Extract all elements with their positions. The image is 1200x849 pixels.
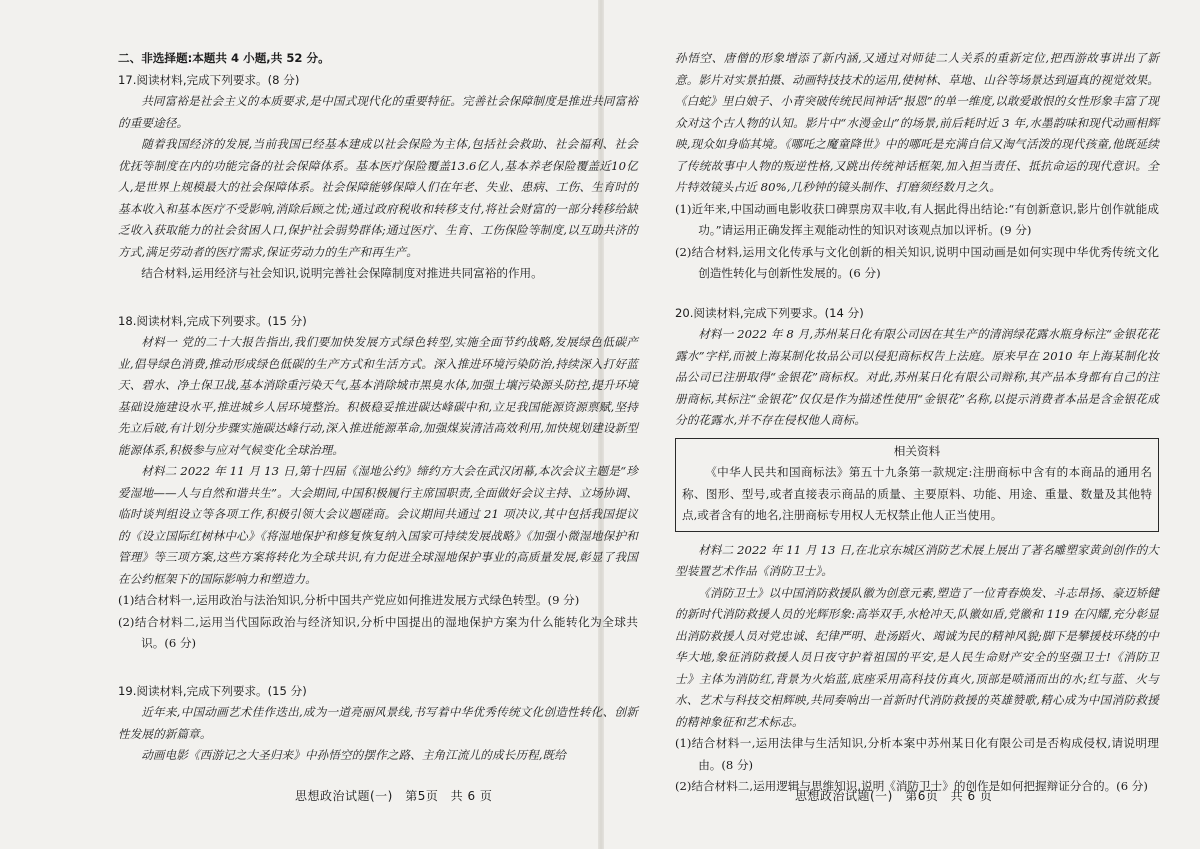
- footer-total: 共 6 页: [950, 789, 993, 803]
- left-page: [118, 48, 638, 767]
- related-info-text: 《中华人民共和国商标法》第五十九条第一款规定:注册商标中含有的本商品的通用名称、图形、型号,或者直接表示商品的质量、主要原料、功能、用途、重量、数量及其他特点,或者含有的地名,注册商标专用权人无权禁止他人正当使用。: [682, 465, 1152, 522]
- q19-material-2: 动画电影《西游记之大圣归来》中孙悟空的摆作之路、主角江流儿的成长历程,既给: [141, 748, 566, 762]
- q19-requirement-2: (2)结合材料,运用文化传承与文化创新的相关知识,说明中国动画是如何实现中华优秀传统文化创造性转化与创新性发展的。(6 分): [675, 244, 1159, 280]
- right-footer: [795, 787, 1000, 804]
- q17-material-2: 随着我国经济的发展,当前我国已经基本建成以社会保险为主体,包括社会救助、社会福利、社会优抚等制度在内的功能完备的社会保障体系。基本医疗保险覆盖13.6亿人,基本养老保险覆盖近10亿人,是世界上规模最大的社会保障体系。社会保障能够保障人们在年老、失业、患病、工伤、生育时的基本收入和基本医疗不受影响,消除后顾之忧;通过政府税收和转移支付,将社会财富的一部分转移给缺乏收入获取能力的社会贫困人口,保护社会弱势群体;通过医疗、生育、工伤保险等制度,以互助共济的方式,满足劳动者的医疗需求,保证劳动力的生产和再生产。: [118, 137, 638, 259]
- q19-requirement-1: (1)近年来,中国动画电影收获口碑票房双丰收,有人据此得出结论:“有创新意识,影片创作就能成功。”请运用正确发挥主观能动性的知识对该观点加以评析。(9 分): [675, 201, 1159, 237]
- q17-requirement: 结合材料,运用经济与社会知识,说明完善社会保障制度对推进共同富裕的作用。: [141, 266, 543, 280]
- related-info-box: [675, 438, 1159, 532]
- section-title: 二、非选择题:本题共 4 小题,共 52 分。: [118, 51, 330, 65]
- q19-material-continued: 孙悟空、唐僧的形象增添了新内涵,又通过对师徒二人关系的重新定位,把西游故事讲出了新意。影片对实景拍摄、动画特技技术的运用,使树林、草地、山谷等场景达到逼真的视觉效果。《白蛇》里白娘子、小青突破传统民间神话“报恩”的单一维度,以敢爱敢恨的女性形象丰富了现众对这个古人物的认知。影片中“水漫金山”的场景,前后耗时近 3 年,水墨韵味和现代动画相辉映,现众如身临其境。《哪吒之魔童降世》中的哪吒是充满自信又淘气活泼的现代孩童,他既延续了传统故事中人物的叛逆性格,又跳出传统神话框架,加入担当责任、抵抗命运的现代意识。全片特效镜头占近 80%,几秒钟的镜头制作、打磨须经数月之久。: [675, 51, 1159, 194]
- footer-page: 第6页: [905, 789, 939, 803]
- q17-material-1: 共同富裕是社会主义的本质要求,是中国式现代化的重要特征。完善社会保障制度是推进共同富裕的重要途径。: [118, 94, 638, 130]
- q19-material-1: 近年来,中国动画艺术佳作迭出,成为一道亮丽风景线,书写着中华优秀传统文化创造性转化、创新性发展的新篇章。: [118, 705, 638, 741]
- q18-material-1: 材料一 党的二十大报告指出,我们要加快发展方式绿色转型,实施全面节约战略,发展绿色低碳产业,倡导绿色消费,推动形成绿色低碳的生产方式和生活方式。深入推进环境污染防治,持续深入打好蓝天、碧水、净土保卫战,基本消除重污染天气,基本消除城市黑臭水体,加强土壤污染源头防控,提升环境基础设施建设水平,推进城乡人居环境整治。积极稳妥推进碳达峰碳中和,立足我国能源资源禀赋,坚持先立后破,有计划分步骤实施碳达峰行动,深入推进能源革命,加强煤炭清洁高效利用,加快规划建设新型能源体系,积极参与应对气候变化全球治理。: [118, 335, 638, 457]
- footer-total: 共 6 页: [450, 789, 493, 803]
- q18-heading: 18.阅读材料,完成下列要求。(15 分): [118, 313, 307, 328]
- q20-material-1: 材料一 2022 年 8 月,苏州某日化有限公司因在其生产的清润绿花露水瓶身标注“金银花花露水”字样,而被上海某制化妆品公司以侵犯商标权告上法庭。原来早在 2010 年上海某制化妆品公司已注册取得“金银花”商标权。对此,苏州某日化有限公司辩称,其产品本身都有自己的注册商标,其标注“金银花”仅仅是作为描述性使用“金银花”名称,以提示消费者本品是含金银花成分的花露水,并不存在侵权他人商标。: [675, 327, 1159, 427]
- q19-heading: 19.阅读材料,完成下列要求。(15 分): [118, 683, 307, 698]
- left-footer: [295, 787, 500, 804]
- q17-heading: 17.阅读材料,完成下列要求。(8 分): [118, 72, 300, 87]
- q18-requirement-1: (1)结合材料一,运用政治与法治知识,分析中国共产党应如何推进发展方式绿色转型。(9 分): [118, 593, 580, 607]
- q20-requirement-2: (2)结合材料二,运用逻辑与思维知识,说明《消防卫士》的创作是如何把握辩证分合的。(6 分): [675, 779, 1148, 793]
- footer-subject: 思想政治试题(一): [295, 789, 393, 803]
- q20-heading: 20.阅读材料,完成下列要求。(14 分): [675, 305, 864, 320]
- q18-material-2: 材料二 2022 年 11 月 13 日,第十四届《湿地公约》缔约方大会在武汉闭幕,本次会议主题是“珍爱湿地——人与自然和谐共生”。大会期间,中国积极履行主席国职责,全面做好会议主持、立场协调、临时谈判组设立等各项工作,积极引领大会议题磋商。会议期间共通过 21 项决议,其中包括我国提议的《设立国际红树林中心》《将湿地保护和修复恢复纳入国家可持续发展战略》《加强小微湿地保护和管理》等三项方案,这些方案将转化为全球共识,有力促进全球湿地保护事业的高质量发展,彰显了我国在公约框架下的国际影响力和塑造力。: [118, 464, 638, 586]
- right-page: [675, 48, 1159, 798]
- related-info-title: 相关资料: [893, 443, 941, 458]
- q20-material-2: 材料二 2022 年 11 月 13 日,在北京东城区消防艺术展上展出了著名雕塑家黄剑创作的大型装置艺术作品《消防卫士》。: [675, 542, 1159, 578]
- footer-subject: 思想政治试题(一): [795, 789, 893, 803]
- q20-requirement-1: (1)结合材料一,运用法律与生活知识,分析本案中苏州某日化有限公司是否构成侵权,请说明理由。(8 分): [675, 736, 1159, 772]
- footer-page: 第5页: [405, 789, 439, 803]
- q20-material-3: 《消防卫士》以中国消防救援队徽为创意元素,塑造了一位青春焕发、斗志昂扬、豪迈矫健的新时代消防救援人员的光辉形象:高举双手,水枪冲天,队徽如盾,党徽和 119 在闪耀,充分彰显出消防救援人员对党忠诚、纪律严明、赴汤蹈火、竭诚为民的精神风貌;脚下是攀援枝环绕的中华大地,象征消防救援人员日夜守护着祖国的平安,是人民生命财产安全的坚强卫士!《消防卫士》主体为消防红,背景为火焰蓝,底座采用高科技仿真火,顶部是喷涌而出的水;红与蓝、火与水、艺术与科技交相辉映,共同奏响出一首新时代消防救援的英雄赞歌,精心成为中国消防救援的精神象征和艺术标志。: [675, 585, 1159, 729]
- q18-requirement-2: (2)结合材料二,运用当代国际政治与经济知识,分析中国提出的湿地保护方案为什么能转化为全球共识。(6 分): [118, 614, 638, 650]
